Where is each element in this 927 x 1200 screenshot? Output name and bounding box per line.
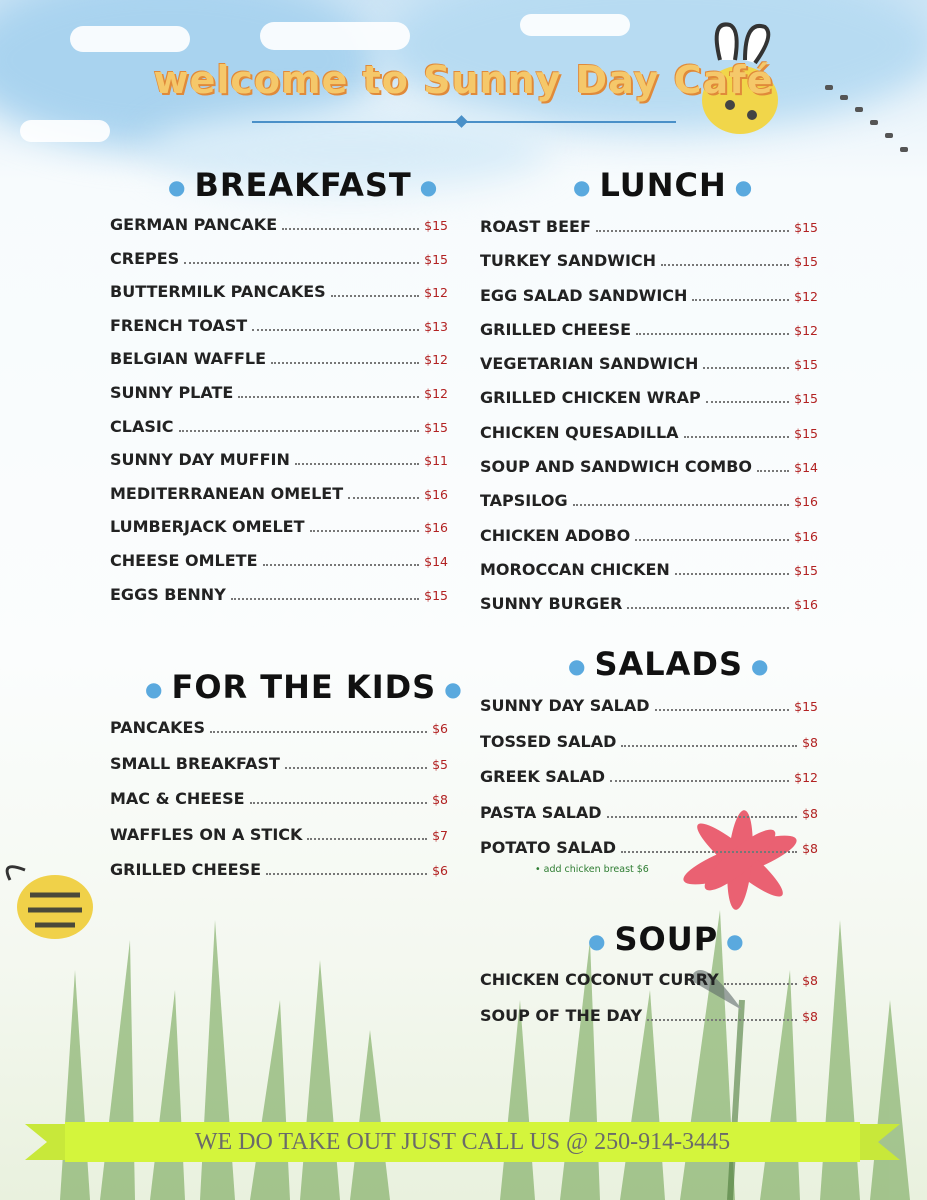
takeout-banner-text: WE DO TAKE OUT JUST CALL US @ 250-914-3445 bbox=[194, 1129, 731, 1155]
soup-heading: ● SOUP ● bbox=[588, 920, 745, 958]
menu-item: VEGETARIAN SANDWICH $15 bbox=[480, 354, 818, 374]
menu-item: GREEK SALAD $12 bbox=[480, 767, 818, 786]
menu-item: PANCAKES $6 bbox=[110, 718, 448, 737]
kids-list bbox=[110, 718, 448, 896]
salad-addon-note: • add chicken breast $6 bbox=[535, 864, 649, 875]
menu-item: SUNNY PLATE $12 bbox=[110, 382, 448, 402]
soup-list bbox=[480, 970, 818, 1042]
menu-item: SMALL BREAKFAST $5 bbox=[110, 753, 448, 773]
menu-item: GRILLED CHICKEN WRAP $15 bbox=[480, 388, 818, 408]
menu-item: SUNNY DAY SALAD $15 bbox=[480, 696, 818, 715]
menu-item: POTATO SALAD $8 bbox=[480, 838, 818, 857]
menu-item: CHICKEN QUESADILLA $15 bbox=[480, 422, 818, 442]
menu-item: CHEESE OMLETE $14 bbox=[110, 550, 448, 570]
menu-item: GRILLED CHEESE $6 bbox=[110, 860, 448, 879]
menu-item: TAPSILOG $16 bbox=[480, 491, 818, 511]
dot-icon: ● bbox=[573, 175, 592, 199]
menu-item: CHICKEN COCONUT CURRY $8 bbox=[480, 970, 818, 989]
menu-item: WAFFLES ON A STICK $7 bbox=[110, 824, 448, 844]
dot-icon: ● bbox=[734, 175, 754, 199]
menu-item: BUTTERMILK PANCAKES $12 bbox=[110, 282, 448, 302]
menu-item: MEDITERRANEAN OMELET $16 bbox=[110, 483, 448, 503]
menu-item: EGG SALAD SANDWICH $12 bbox=[480, 285, 818, 305]
dot-icon: ● bbox=[419, 175, 439, 199]
lunch-heading: ● LUNCH ● bbox=[573, 166, 754, 204]
menu-item: LUMBERJACK OMELET $16 bbox=[110, 517, 448, 537]
salads-heading: ● SALADS ● bbox=[568, 645, 770, 683]
menu-item: CREPES $15 bbox=[110, 248, 448, 268]
breakfast-heading: ● BREAKFAST ● bbox=[168, 166, 439, 204]
menu-item: MAC & CHEESE $8 bbox=[110, 789, 448, 808]
menu-item: SOUP AND SANDWICH COMBO $14 bbox=[480, 457, 818, 477]
menu-item: SOUP OF THE DAY $8 bbox=[480, 1006, 818, 1025]
page-title: welcome to Sunny Day Café bbox=[153, 58, 774, 102]
dot-icon: ● bbox=[145, 677, 164, 701]
menu-item: CLASIC $15 bbox=[110, 416, 448, 436]
menu-item: ROAST BEEF $15 bbox=[480, 217, 818, 236]
menu-item: SUNNY DAY MUFFIN $11 bbox=[110, 450, 448, 470]
menu-item: SUNNY BURGER $16 bbox=[480, 594, 818, 614]
menu-item: GRILLED CHEESE $12 bbox=[480, 319, 818, 339]
lunch-list bbox=[480, 217, 818, 629]
menu-item: GERMAN PANCAKE $15 bbox=[110, 215, 448, 234]
menu-item: FRENCH TOAST $13 bbox=[110, 315, 448, 335]
bee-bottom-illustration bbox=[0, 855, 110, 955]
dot-icon: ● bbox=[751, 654, 770, 678]
kids-heading: ● FOR THE KIDS ● bbox=[145, 668, 463, 706]
menu-item: TOSSED SALAD $8 bbox=[480, 731, 818, 751]
menu-item: MOROCCAN CHICKEN $15 bbox=[480, 559, 818, 579]
dot-icon: ● bbox=[726, 929, 745, 953]
menu-item: TURKEY SANDWICH $15 bbox=[480, 251, 818, 271]
menu-item: BELGIAN WAFFLE $12 bbox=[110, 349, 448, 369]
menu-item: CHICKEN ADOBO $16 bbox=[480, 525, 818, 545]
menu-item: EGGS BENNY $15 bbox=[110, 584, 448, 604]
dot-icon: ● bbox=[568, 654, 587, 678]
breakfast-list bbox=[110, 215, 448, 618]
menu-item: PASTA SALAD $8 bbox=[480, 802, 818, 822]
salads-list bbox=[480, 696, 818, 874]
dot-icon: ● bbox=[168, 175, 187, 199]
dot-icon: ● bbox=[444, 677, 463, 701]
dot-icon: ● bbox=[588, 929, 607, 953]
